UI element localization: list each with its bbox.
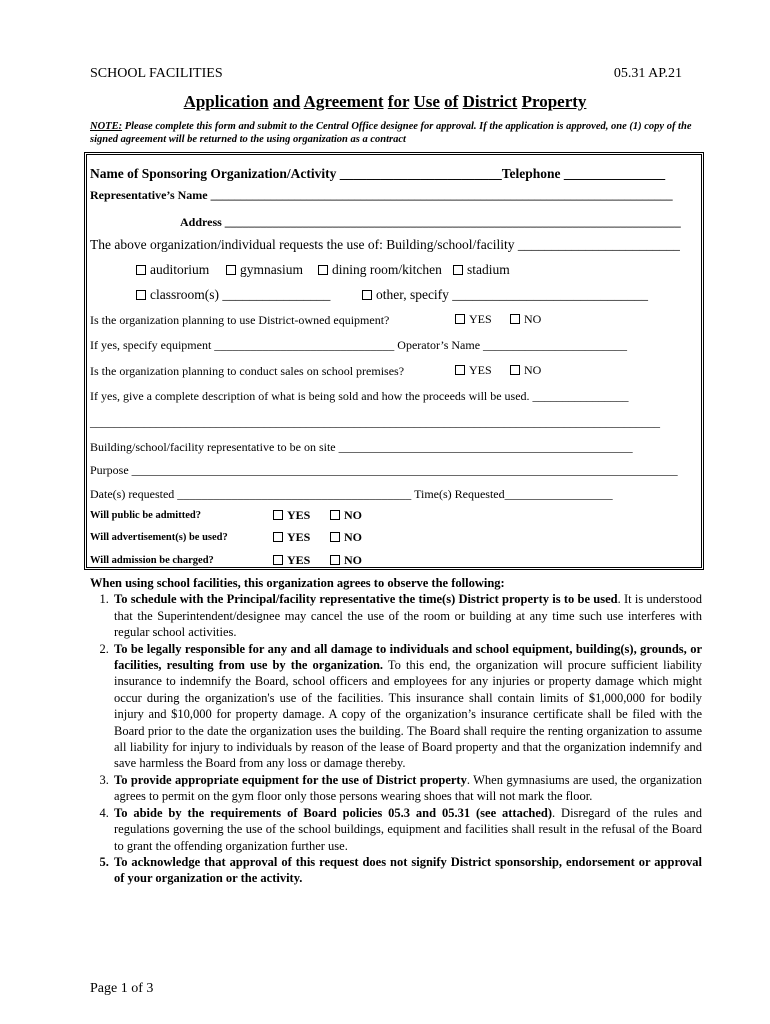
option-label: stadium	[467, 262, 510, 277]
note-text: Please complete this form and submit to the Central Office designee for approval. If the application is approved, one (1) copy of the signed agreement will be returned to the using organization as a contract	[90, 121, 692, 145]
dates-times-field[interactable]: Date(s) requested _______________________________________ Time(s) Requested__________________	[90, 487, 613, 501]
representative-field[interactable]: Representative’s Name _____________________________________________________________________________	[90, 188, 673, 202]
agreement-item-heading: To be legally responsible for any and all damage to individuals and school equipment, building(s), grounds, or facilities, resulting from use by the organization.	[114, 641, 702, 673]
equipment-question: Is the organization planning to use District-owned equipment?	[90, 313, 390, 327]
option-classrooms[interactable]	[136, 287, 330, 303]
option-label: gymnasium	[240, 262, 303, 277]
agreement-intro: When using school facilities, this organization agrees to observe the following:	[90, 576, 505, 590]
public-admitted-question: Will public be admitted?	[90, 510, 201, 521]
title-word: Use	[413, 92, 440, 111]
sales-description-line[interactable]: _______________________________________________________________________________________________	[90, 415, 660, 429]
sales-no[interactable]	[510, 363, 541, 378]
no-label: NO	[524, 363, 542, 377]
facility-request-field[interactable]: The above organization/individual requests the use of: Building/school/facility ________________________	[90, 237, 680, 252]
no-label: NO	[524, 312, 542, 326]
advertisement-question: Will advertisement(s) be used?	[90, 532, 228, 543]
agreement-item-heading: To schedule with the Principal/facility representative the time(s) District property is to be used	[114, 592, 618, 607]
checkbox-icon[interactable]	[136, 265, 146, 275]
checkbox-icon[interactable]	[453, 265, 463, 275]
yes-label: YES	[287, 508, 311, 522]
agreement-item	[112, 641, 702, 772]
sales-question: Is the organization planning to conduct sales on school premises?	[90, 364, 405, 378]
checkbox-icon[interactable]	[510, 365, 520, 375]
sponsor-field[interactable]: Name of Sponsoring Organization/Activity ________________________Telephone _______________	[90, 166, 666, 181]
option-dining-room[interactable]	[318, 262, 442, 278]
no-label: NO	[344, 530, 362, 544]
agreement-item-heading: To acknowledge that approval of this request does not signify District sponsorship, endorsement or approval of your organization or the activity.	[114, 854, 702, 886]
checkbox-icon[interactable]	[455, 314, 465, 324]
agreement-item	[112, 805, 702, 854]
title-word: District	[462, 92, 518, 111]
title-word: for	[387, 92, 410, 111]
yes-label: YES	[469, 363, 492, 377]
option-label: other, specify _____________________________	[376, 287, 649, 302]
title-word: and	[272, 92, 301, 111]
title-word: Application	[183, 92, 269, 111]
header-policy-number: 05.31 AP.21	[613, 66, 682, 81]
checkbox-icon[interactable]	[330, 532, 340, 542]
title-word: Agreement	[303, 92, 384, 111]
checkbox-icon[interactable]	[318, 265, 328, 275]
purpose-field[interactable]: Purpose ___________________________________________________________________________________________	[90, 463, 678, 477]
yes-label: YES	[287, 530, 311, 544]
no-label: NO	[344, 508, 362, 522]
title-word: Property	[521, 92, 587, 111]
option-stadium[interactable]	[453, 262, 510, 278]
note-label: NOTE:	[90, 121, 123, 132]
equipment-no[interactable]	[510, 312, 541, 327]
agreement-item-text: . When gymnasiums are used, the organization agrees to permit on the gym floor only those persons wearing shoes that will not mark the floor.	[114, 772, 702, 804]
public-no[interactable]	[330, 508, 362, 523]
checkbox-icon[interactable]	[273, 510, 283, 520]
agreement-item-heading: To provide appropriate equipment for the use of District property	[114, 772, 467, 787]
title-word: of	[444, 92, 459, 111]
agreement-item	[112, 591, 702, 640]
option-auditorium[interactable]	[136, 262, 209, 278]
page-number: Page 1 of 3	[90, 981, 154, 996]
yes-label: YES	[287, 553, 311, 567]
option-label: auditorium	[150, 262, 210, 277]
no-label: NO	[344, 553, 362, 567]
note	[90, 120, 702, 146]
equipment-specify-field[interactable]: If yes, specify equipment ______________________________ Operator’s Name ________________________	[90, 338, 628, 352]
checkbox-icon[interactable]	[330, 555, 340, 565]
checkbox-icon[interactable]	[273, 555, 283, 565]
checkbox-icon[interactable]	[136, 290, 146, 300]
checkbox-icon[interactable]	[362, 290, 372, 300]
admission-question: Will admission be charged?	[90, 555, 214, 566]
header-section-label: SCHOOL FACILITIES	[90, 66, 223, 81]
checkbox-icon[interactable]	[273, 532, 283, 542]
sales-yes[interactable]	[455, 363, 492, 378]
address-field[interactable]: Address ____________________________________________________________________________	[180, 215, 681, 229]
option-label: dining room/kitchen	[332, 262, 442, 277]
advertisement-no[interactable]	[330, 530, 362, 545]
admission-no[interactable]	[330, 553, 362, 568]
agreement-section	[90, 575, 702, 887]
public-yes[interactable]	[273, 508, 310, 523]
checkbox-icon[interactable]	[226, 265, 236, 275]
agreement-item	[112, 854, 702, 887]
yes-label: YES	[469, 312, 492, 326]
agreement-item-text: To this end, the organization will procure sufficient liability insurance to indemnify the Board, school officers and employees for any injuries or property damage which might occur during the organization's use of the facilities. This insurance shall contain limits of $1,000,000 for bodily injury and $10,000 for property damage. A copy of the organization’s insurance certificate shall be filed with the Board prior to the date the organization uses the building. The Board shall require the renting organization to assume all liability for injury to individuals by reason of the lease of Board property and that the organization indemnify and save harmless the Board from any loss or damage thereby.	[114, 658, 702, 771]
agreement-item-heading: To abide by the requirements of Board policies 05.3 and 05.31 (see attached)	[114, 805, 553, 820]
admission-yes[interactable]	[273, 553, 310, 568]
option-label: classroom(s) ________________	[150, 287, 331, 302]
option-other[interactable]	[362, 287, 648, 303]
sales-description-field[interactable]: If yes, give a complete description of what is being sold and how the proceeds will be used. ________________	[90, 389, 629, 403]
page-title	[0, 92, 770, 112]
option-gymnasium[interactable]	[226, 262, 303, 278]
advertisement-yes[interactable]	[273, 530, 310, 545]
agreement-item	[112, 772, 702, 805]
equipment-yes[interactable]	[455, 312, 492, 327]
agreement-item-text: . It is understood that the Superintendent/designee may cancel the use of the room or building at any time such use interferes with regular school activities.	[114, 592, 702, 640]
agreement-item-text: . Disregard of the rules and regulations governing the use of the school buildings, equipment and facilities shall result in the refusal of the Board to grant the offending organization further use.	[114, 805, 702, 853]
checkbox-icon[interactable]	[455, 365, 465, 375]
site-representative-field[interactable]: Building/school/facility representative to be on site _________________________________________________	[90, 440, 633, 454]
checkbox-icon[interactable]	[330, 510, 340, 520]
checkbox-icon[interactable]	[510, 314, 520, 324]
